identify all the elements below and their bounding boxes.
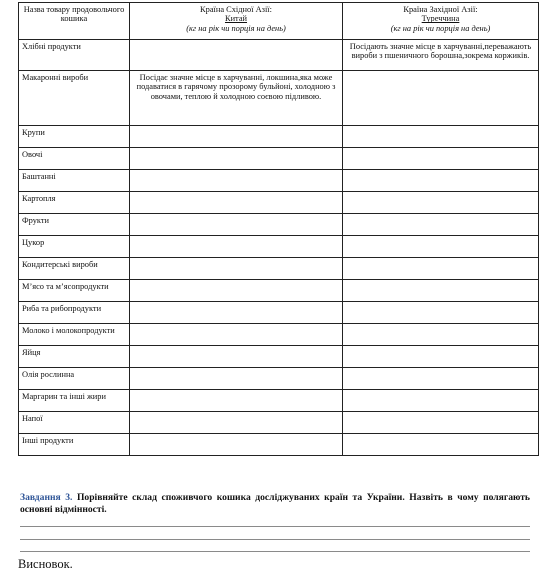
header-product: Назва товару продовольчого кошика [19,3,130,40]
west-answer-cell[interactable] [343,346,539,368]
west-answer-cell[interactable] [343,324,539,346]
table-row [19,280,539,302]
product-cell: Крупи [19,126,130,148]
header-east-region: Країна Східної Азії: [200,5,272,14]
west-answer-cell[interactable] [343,390,539,412]
east-answer-cell[interactable] [130,236,343,258]
table-header-row [19,3,539,40]
table-row [19,236,539,258]
east-answer-cell[interactable] [130,434,343,456]
west-answer-cell[interactable] [343,192,539,214]
table-row [19,192,539,214]
product-cell: Цукор [19,236,130,258]
west-answer-cell[interactable] [343,236,539,258]
east-answer-cell[interactable] [130,148,343,170]
product-cell: М’ясо та м’ясопродукти [19,280,130,302]
header-west-asia [343,3,539,40]
table-row [19,126,539,148]
product-cell: Кондитерські вироби [19,258,130,280]
east-answer-cell[interactable] [130,126,343,148]
east-answer-cell[interactable] [130,412,343,434]
table-row [19,40,539,71]
west-answer-cell[interactable] [343,258,539,280]
product-cell: Хлібні продукти [19,40,130,71]
east-answer-cell[interactable] [130,346,343,368]
product-cell: Яйця [19,346,130,368]
product-cell: Фрукти [19,214,130,236]
product-cell: Маргарин та інші жири [19,390,130,412]
task-3-instruction [20,492,530,517]
west-answer-cell[interactable] [343,368,539,390]
header-east-country: Китай [224,14,248,24]
header-west-country: Туреччина [421,14,460,24]
header-east-asia [130,3,343,40]
east-answer-cell[interactable] [130,280,343,302]
answer-line[interactable] [20,551,530,552]
west-answer-cell[interactable] [343,170,539,192]
table-row [19,214,539,236]
answer-line[interactable] [20,539,530,540]
table-row [19,368,539,390]
table-row [19,148,539,170]
product-cell: Риба та рибопродукти [19,302,130,324]
answer-line[interactable] [20,526,530,527]
food-basket-table [18,2,539,456]
west-answer-cell[interactable] [343,71,539,126]
east-answer-cell[interactable] [130,324,343,346]
east-answer-cell[interactable] [130,170,343,192]
table-row [19,390,539,412]
west-answer-cell[interactable] [343,434,539,456]
task-number: Завдання 3. [20,492,73,503]
product-cell: Овочі [19,148,130,170]
east-answer-cell[interactable] [130,214,343,236]
east-answer-cell[interactable] [130,192,343,214]
table-row [19,302,539,324]
west-answer-cell[interactable] [343,412,539,434]
header-west-unit: (кг на рік чи порція на день) [390,23,491,33]
table-row [19,412,539,434]
west-answer-cell[interactable] [343,302,539,324]
west-answer-cell[interactable] [343,126,539,148]
east-answer-cell[interactable] [130,40,343,71]
product-cell: Картопля [19,192,130,214]
header-east-unit: (кг на рік чи порція на день) [186,23,286,33]
product-cell: Молоко і молокопродукти [19,324,130,346]
product-cell: Баштанні [19,170,130,192]
product-cell: Олія рослинна [19,368,130,390]
west-answer-cell[interactable] [343,280,539,302]
west-answer-cell[interactable] [343,148,539,170]
table-row [19,258,539,280]
east-answer-cell[interactable] [130,302,343,324]
east-answer-cell[interactable] [130,258,343,280]
east-answer-cell[interactable] [130,390,343,412]
east-answer-cell[interactable]: Посідає значне місце в харчуванні, локшина,яка може подаватися в гарячому прозорому бульйоні, холодною з овочами, теплою й холодною соєвою підливою. [130,71,343,126]
task-text: Порівняйте склад споживчого кошика досліджуваних країн та України. Назвіть в чому полягають основні відмінності. [20,492,531,516]
west-answer-cell[interactable]: Посідають значне місце в харчуванні,переважають вироби з пшеничного борошна,зокрема коржиків. [343,40,539,71]
west-answer-cell[interactable] [343,214,539,236]
header-west-region: Країна Західної Азії: [403,5,478,14]
table-row [19,71,539,126]
east-answer-cell[interactable] [130,368,343,390]
conclusion-label: Висновок. [18,557,73,571]
product-cell: Інші продукти [19,434,130,456]
product-cell: Макаронні вироби [19,71,130,126]
table-row [19,324,539,346]
table-row [19,346,539,368]
table-row [19,434,539,456]
product-cell: Напої [19,412,130,434]
table-row [19,170,539,192]
